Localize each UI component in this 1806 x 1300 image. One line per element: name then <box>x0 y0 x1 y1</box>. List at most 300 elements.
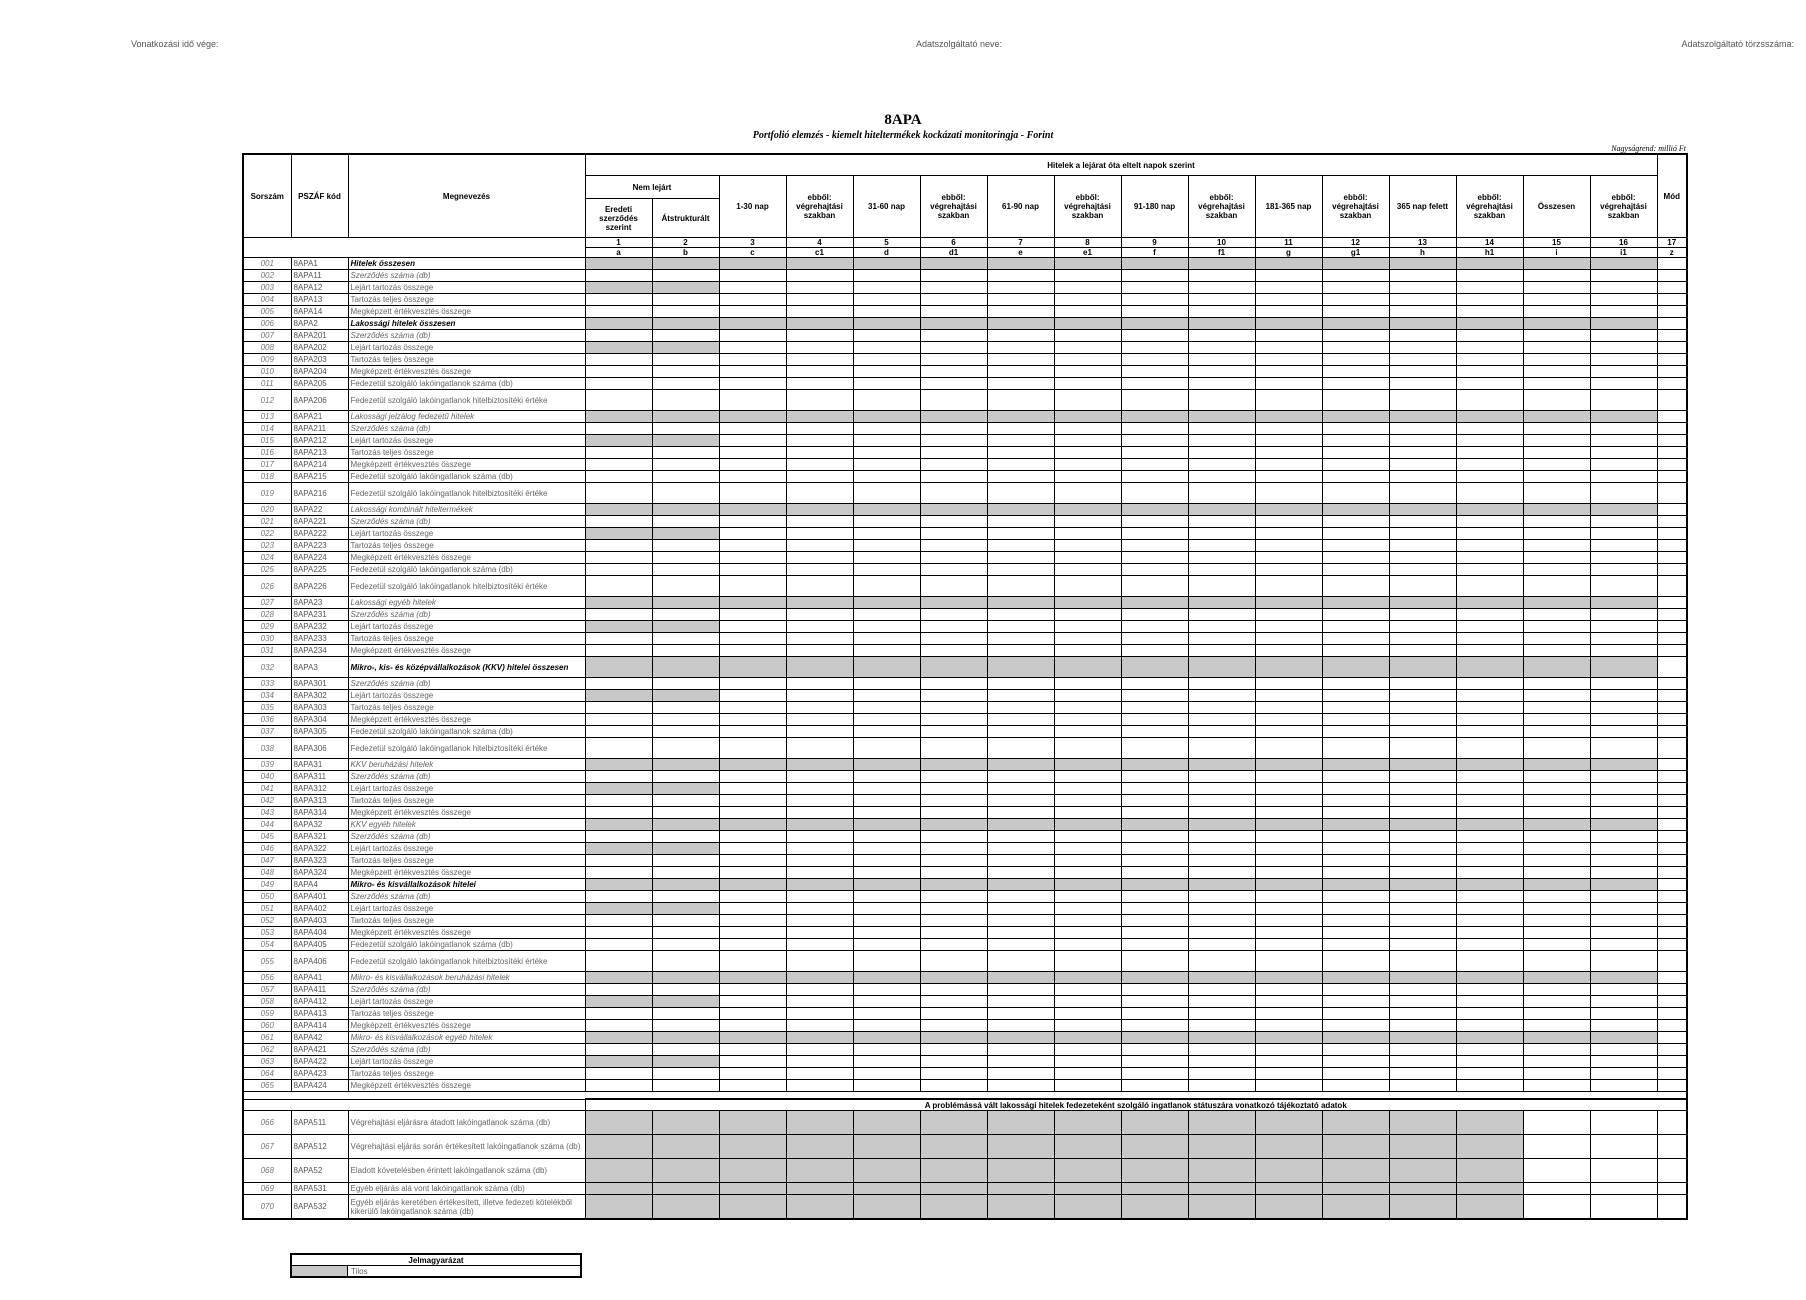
data-cell[interactable] <box>1523 366 1590 378</box>
data-cell[interactable] <box>1121 516 1188 528</box>
data-cell[interactable] <box>1456 621 1523 633</box>
data-cell[interactable] <box>585 1080 652 1092</box>
data-cell[interactable] <box>1590 1111 1657 1135</box>
data-cell[interactable] <box>786 738 853 759</box>
data-cell[interactable] <box>1121 996 1188 1008</box>
data-cell[interactable] <box>1657 1159 1687 1183</box>
data-cell[interactable] <box>987 807 1054 819</box>
data-cell[interactable] <box>1255 564 1322 576</box>
data-cell[interactable] <box>1456 807 1523 819</box>
data-cell[interactable] <box>853 891 920 903</box>
data-cell[interactable] <box>1657 342 1687 354</box>
data-cell[interactable] <box>853 927 920 939</box>
data-cell[interactable] <box>1590 714 1657 726</box>
data-cell[interactable] <box>1121 1080 1188 1092</box>
data-cell[interactable] <box>853 270 920 282</box>
data-cell[interactable] <box>1255 633 1322 645</box>
data-cell[interactable] <box>1657 411 1687 423</box>
data-cell[interactable] <box>585 330 652 342</box>
data-cell[interactable] <box>1523 771 1590 783</box>
data-cell[interactable] <box>1188 951 1255 972</box>
data-cell[interactable] <box>585 306 652 318</box>
data-cell[interactable] <box>1188 390 1255 411</box>
data-cell[interactable] <box>1322 528 1389 540</box>
data-cell[interactable] <box>853 354 920 366</box>
data-cell[interactable] <box>1657 843 1687 855</box>
data-cell[interactable] <box>853 831 920 843</box>
data-cell[interactable] <box>1255 282 1322 294</box>
data-cell[interactable] <box>585 855 652 867</box>
data-cell[interactable] <box>719 459 786 471</box>
data-cell[interactable] <box>1121 471 1188 483</box>
data-cell[interactable] <box>1121 1008 1188 1020</box>
data-cell[interactable] <box>786 1056 853 1068</box>
data-cell[interactable] <box>1054 891 1121 903</box>
data-cell[interactable] <box>585 831 652 843</box>
data-cell[interactable] <box>1523 354 1590 366</box>
data-cell[interactable] <box>1456 984 1523 996</box>
data-cell[interactable] <box>1657 879 1687 891</box>
data-cell[interactable] <box>1054 771 1121 783</box>
data-cell[interactable] <box>920 867 987 879</box>
data-cell[interactable] <box>853 1056 920 1068</box>
data-cell[interactable] <box>652 738 719 759</box>
data-cell[interactable] <box>1188 726 1255 738</box>
data-cell[interactable] <box>1456 1068 1523 1080</box>
data-cell[interactable] <box>585 540 652 552</box>
data-cell[interactable] <box>1523 294 1590 306</box>
data-cell[interactable] <box>1322 807 1389 819</box>
data-cell[interactable] <box>1590 726 1657 738</box>
data-cell[interactable] <box>1657 771 1687 783</box>
data-cell[interactable] <box>1657 540 1687 552</box>
data-cell[interactable] <box>786 435 853 447</box>
data-cell[interactable] <box>719 795 786 807</box>
data-cell[interactable] <box>853 516 920 528</box>
data-cell[interactable] <box>1054 354 1121 366</box>
data-cell[interactable] <box>853 378 920 390</box>
data-cell[interactable] <box>987 831 1054 843</box>
data-cell[interactable] <box>1389 855 1456 867</box>
data-cell[interactable] <box>652 459 719 471</box>
data-cell[interactable] <box>1456 459 1523 471</box>
data-cell[interactable] <box>786 609 853 621</box>
data-cell[interactable] <box>1523 1135 1590 1159</box>
data-cell[interactable] <box>1121 633 1188 645</box>
data-cell[interactable] <box>1389 423 1456 435</box>
data-cell[interactable] <box>1456 855 1523 867</box>
data-cell[interactable] <box>652 576 719 597</box>
data-cell[interactable] <box>920 528 987 540</box>
data-cell[interactable] <box>1657 609 1687 621</box>
data-cell[interactable] <box>1590 423 1657 435</box>
data-cell[interactable] <box>987 390 1054 411</box>
data-cell[interactable] <box>920 795 987 807</box>
data-cell[interactable] <box>652 1080 719 1092</box>
data-cell[interactable] <box>1389 366 1456 378</box>
data-cell[interactable] <box>719 783 786 795</box>
data-cell[interactable] <box>1322 927 1389 939</box>
data-cell[interactable] <box>585 1020 652 1032</box>
data-cell[interactable] <box>1255 609 1322 621</box>
data-cell[interactable] <box>1255 771 1322 783</box>
data-cell[interactable] <box>1657 459 1687 471</box>
data-cell[interactable] <box>1322 471 1389 483</box>
data-cell[interactable] <box>1389 891 1456 903</box>
data-cell[interactable] <box>1322 294 1389 306</box>
data-cell[interactable] <box>1657 597 1687 609</box>
data-cell[interactable] <box>585 633 652 645</box>
data-cell[interactable] <box>1322 951 1389 972</box>
data-cell[interactable] <box>585 645 652 657</box>
data-cell[interactable] <box>1322 939 1389 951</box>
data-cell[interactable] <box>1255 738 1322 759</box>
data-cell[interactable] <box>786 795 853 807</box>
data-cell[interactable] <box>987 552 1054 564</box>
data-cell[interactable] <box>1054 867 1121 879</box>
data-cell[interactable] <box>1389 1008 1456 1020</box>
data-cell[interactable] <box>1389 1080 1456 1092</box>
data-cell[interactable] <box>920 1080 987 1092</box>
data-cell[interactable] <box>652 423 719 435</box>
data-cell[interactable] <box>719 771 786 783</box>
data-cell[interactable] <box>1590 843 1657 855</box>
data-cell[interactable] <box>1121 282 1188 294</box>
data-cell[interactable] <box>987 270 1054 282</box>
data-cell[interactable] <box>987 891 1054 903</box>
data-cell[interactable] <box>719 738 786 759</box>
data-cell[interactable] <box>1054 621 1121 633</box>
data-cell[interactable] <box>1456 1056 1523 1068</box>
data-cell[interactable] <box>1188 1044 1255 1056</box>
data-cell[interactable] <box>786 621 853 633</box>
data-cell[interactable] <box>652 831 719 843</box>
data-cell[interactable] <box>1389 459 1456 471</box>
data-cell[interactable] <box>585 564 652 576</box>
data-cell[interactable] <box>1188 678 1255 690</box>
data-cell[interactable] <box>719 294 786 306</box>
data-cell[interactable] <box>1054 459 1121 471</box>
data-cell[interactable] <box>920 378 987 390</box>
data-cell[interactable] <box>1188 1008 1255 1020</box>
data-cell[interactable] <box>987 294 1054 306</box>
data-cell[interactable] <box>1590 564 1657 576</box>
data-cell[interactable] <box>585 726 652 738</box>
data-cell[interactable] <box>1054 282 1121 294</box>
data-cell[interactable] <box>853 330 920 342</box>
data-cell[interactable] <box>585 984 652 996</box>
data-cell[interactable] <box>719 516 786 528</box>
data-cell[interactable] <box>1255 996 1322 1008</box>
data-cell[interactable] <box>1389 783 1456 795</box>
data-cell[interactable] <box>1523 939 1590 951</box>
data-cell[interactable] <box>786 1008 853 1020</box>
data-cell[interactable] <box>1054 678 1121 690</box>
data-cell[interactable] <box>1523 306 1590 318</box>
data-cell[interactable] <box>1657 645 1687 657</box>
data-cell[interactable] <box>1188 435 1255 447</box>
data-cell[interactable] <box>853 726 920 738</box>
data-cell[interactable] <box>786 354 853 366</box>
data-cell[interactable] <box>719 714 786 726</box>
data-cell[interactable] <box>1054 795 1121 807</box>
data-cell[interactable] <box>1590 702 1657 714</box>
data-cell[interactable] <box>1590 621 1657 633</box>
data-cell[interactable] <box>1657 726 1687 738</box>
data-cell[interactable] <box>1121 855 1188 867</box>
data-cell[interactable] <box>585 390 652 411</box>
data-cell[interactable] <box>1523 1195 1590 1220</box>
data-cell[interactable] <box>786 771 853 783</box>
data-cell[interactable] <box>719 1044 786 1056</box>
data-cell[interactable] <box>1389 342 1456 354</box>
data-cell[interactable] <box>1523 576 1590 597</box>
data-cell[interactable] <box>585 354 652 366</box>
data-cell[interactable] <box>1590 528 1657 540</box>
data-cell[interactable] <box>1054 951 1121 972</box>
data-cell[interactable] <box>1121 423 1188 435</box>
data-cell[interactable] <box>786 552 853 564</box>
data-cell[interactable] <box>1255 645 1322 657</box>
data-cell[interactable] <box>1255 576 1322 597</box>
data-cell[interactable] <box>1523 1159 1590 1183</box>
data-cell[interactable] <box>853 939 920 951</box>
data-cell[interactable] <box>1255 390 1322 411</box>
data-cell[interactable] <box>1121 390 1188 411</box>
data-cell[interactable] <box>1054 516 1121 528</box>
data-cell[interactable] <box>719 831 786 843</box>
data-cell[interactable] <box>920 282 987 294</box>
data-cell[interactable] <box>1456 1020 1523 1032</box>
data-cell[interactable] <box>1389 678 1456 690</box>
data-cell[interactable] <box>1389 270 1456 282</box>
data-cell[interactable] <box>1121 294 1188 306</box>
data-cell[interactable] <box>1590 891 1657 903</box>
data-cell[interactable] <box>1389 609 1456 621</box>
data-cell[interactable] <box>1121 939 1188 951</box>
data-cell[interactable] <box>1188 867 1255 879</box>
data-cell[interactable] <box>1657 528 1687 540</box>
data-cell[interactable] <box>1456 576 1523 597</box>
data-cell[interactable] <box>1188 996 1255 1008</box>
data-cell[interactable] <box>920 366 987 378</box>
data-cell[interactable] <box>1188 528 1255 540</box>
data-cell[interactable] <box>652 939 719 951</box>
data-cell[interactable] <box>585 366 652 378</box>
data-cell[interactable] <box>652 951 719 972</box>
data-cell[interactable] <box>1255 714 1322 726</box>
data-cell[interactable] <box>1188 447 1255 459</box>
data-cell[interactable] <box>1121 1044 1188 1056</box>
data-cell[interactable] <box>585 807 652 819</box>
data-cell[interactable] <box>652 633 719 645</box>
data-cell[interactable] <box>853 843 920 855</box>
data-cell[interactable] <box>1188 306 1255 318</box>
data-cell[interactable] <box>853 633 920 645</box>
data-cell[interactable] <box>1657 516 1687 528</box>
data-cell[interactable] <box>1389 1056 1456 1068</box>
data-cell[interactable] <box>987 678 1054 690</box>
data-cell[interactable] <box>1590 378 1657 390</box>
data-cell[interactable] <box>853 1008 920 1020</box>
data-cell[interactable] <box>1255 951 1322 972</box>
data-cell[interactable] <box>920 738 987 759</box>
data-cell[interactable] <box>920 516 987 528</box>
data-cell[interactable] <box>1054 378 1121 390</box>
data-cell[interactable] <box>853 807 920 819</box>
data-cell[interactable] <box>1188 576 1255 597</box>
data-cell[interactable] <box>920 927 987 939</box>
data-cell[interactable] <box>1188 783 1255 795</box>
data-cell[interactable] <box>1590 1080 1657 1092</box>
data-cell[interactable] <box>1657 258 1687 270</box>
data-cell[interactable] <box>1054 702 1121 714</box>
data-cell[interactable] <box>853 645 920 657</box>
data-cell[interactable] <box>1523 330 1590 342</box>
data-cell[interactable] <box>652 1044 719 1056</box>
data-cell[interactable] <box>719 423 786 435</box>
data-cell[interactable] <box>920 621 987 633</box>
data-cell[interactable] <box>1054 927 1121 939</box>
data-cell[interactable] <box>786 702 853 714</box>
data-cell[interactable] <box>1657 318 1687 330</box>
data-cell[interactable] <box>786 726 853 738</box>
data-cell[interactable] <box>1523 738 1590 759</box>
data-cell[interactable] <box>652 483 719 504</box>
data-cell[interactable] <box>652 270 719 282</box>
data-cell[interactable] <box>786 282 853 294</box>
data-cell[interactable] <box>1456 783 1523 795</box>
data-cell[interactable] <box>1590 390 1657 411</box>
data-cell[interactable] <box>1054 564 1121 576</box>
data-cell[interactable] <box>719 678 786 690</box>
data-cell[interactable] <box>1121 951 1188 972</box>
data-cell[interactable] <box>1054 471 1121 483</box>
data-cell[interactable] <box>1657 366 1687 378</box>
data-cell[interactable] <box>1255 927 1322 939</box>
data-cell[interactable] <box>1590 1135 1657 1159</box>
data-cell[interactable] <box>1456 726 1523 738</box>
data-cell[interactable] <box>1590 867 1657 879</box>
data-cell[interactable] <box>987 1068 1054 1080</box>
data-cell[interactable] <box>652 702 719 714</box>
data-cell[interactable] <box>652 540 719 552</box>
data-cell[interactable] <box>1456 795 1523 807</box>
data-cell[interactable] <box>1255 1068 1322 1080</box>
data-cell[interactable] <box>1456 528 1523 540</box>
data-cell[interactable] <box>1523 342 1590 354</box>
data-cell[interactable] <box>1523 609 1590 621</box>
data-cell[interactable] <box>1523 1020 1590 1032</box>
data-cell[interactable] <box>1657 759 1687 771</box>
data-cell[interactable] <box>987 459 1054 471</box>
data-cell[interactable] <box>652 609 719 621</box>
data-cell[interactable] <box>1322 738 1389 759</box>
data-cell[interactable] <box>987 795 1054 807</box>
data-cell[interactable] <box>920 447 987 459</box>
data-cell[interactable] <box>1590 1068 1657 1080</box>
data-cell[interactable] <box>853 564 920 576</box>
data-cell[interactable] <box>786 471 853 483</box>
data-cell[interactable] <box>920 633 987 645</box>
data-cell[interactable] <box>853 702 920 714</box>
data-cell[interactable] <box>1456 447 1523 459</box>
data-cell[interactable] <box>1322 621 1389 633</box>
data-cell[interactable] <box>585 1008 652 1020</box>
data-cell[interactable] <box>1523 807 1590 819</box>
data-cell[interactable] <box>853 471 920 483</box>
data-cell[interactable] <box>652 306 719 318</box>
data-cell[interactable] <box>1456 996 1523 1008</box>
data-cell[interactable] <box>1054 903 1121 915</box>
data-cell[interactable] <box>1456 738 1523 759</box>
data-cell[interactable] <box>1322 447 1389 459</box>
data-cell[interactable] <box>1121 984 1188 996</box>
data-cell[interactable] <box>786 390 853 411</box>
data-cell[interactable] <box>1121 1068 1188 1080</box>
data-cell[interactable] <box>1523 270 1590 282</box>
data-cell[interactable] <box>1255 366 1322 378</box>
data-cell[interactable] <box>1590 354 1657 366</box>
data-cell[interactable] <box>987 714 1054 726</box>
data-cell[interactable] <box>1121 726 1188 738</box>
data-cell[interactable] <box>1121 342 1188 354</box>
data-cell[interactable] <box>652 984 719 996</box>
data-cell[interactable] <box>1322 645 1389 657</box>
data-cell[interactable] <box>585 471 652 483</box>
data-cell[interactable] <box>1389 915 1456 927</box>
data-cell[interactable] <box>1054 423 1121 435</box>
data-cell[interactable] <box>920 843 987 855</box>
data-cell[interactable] <box>1523 690 1590 702</box>
data-cell[interactable] <box>1322 270 1389 282</box>
data-cell[interactable] <box>585 927 652 939</box>
data-cell[interactable] <box>1121 702 1188 714</box>
data-cell[interactable] <box>786 423 853 435</box>
data-cell[interactable] <box>1255 330 1322 342</box>
data-cell[interactable] <box>786 951 853 972</box>
data-cell[interactable] <box>1188 1020 1255 1032</box>
data-cell[interactable] <box>1523 678 1590 690</box>
data-cell[interactable] <box>920 270 987 282</box>
data-cell[interactable] <box>1456 330 1523 342</box>
data-cell[interactable] <box>585 423 652 435</box>
data-cell[interactable] <box>853 552 920 564</box>
data-cell[interactable] <box>987 939 1054 951</box>
data-cell[interactable] <box>1322 783 1389 795</box>
data-cell[interactable] <box>1590 609 1657 621</box>
data-cell[interactable] <box>987 633 1054 645</box>
data-cell[interactable] <box>786 459 853 471</box>
data-cell[interactable] <box>1188 552 1255 564</box>
data-cell[interactable] <box>987 528 1054 540</box>
data-cell[interactable] <box>1389 528 1456 540</box>
data-cell[interactable] <box>1054 690 1121 702</box>
data-cell[interactable] <box>1523 1068 1590 1080</box>
data-cell[interactable] <box>1054 609 1121 621</box>
data-cell[interactable] <box>1456 609 1523 621</box>
data-cell[interactable] <box>786 564 853 576</box>
data-cell[interactable] <box>786 645 853 657</box>
data-cell[interactable] <box>920 1020 987 1032</box>
data-cell[interactable] <box>1188 294 1255 306</box>
data-cell[interactable] <box>1389 294 1456 306</box>
data-cell[interactable] <box>1255 726 1322 738</box>
data-cell[interactable] <box>853 621 920 633</box>
data-cell[interactable] <box>853 609 920 621</box>
data-cell[interactable] <box>1523 843 1590 855</box>
data-cell[interactable] <box>853 294 920 306</box>
